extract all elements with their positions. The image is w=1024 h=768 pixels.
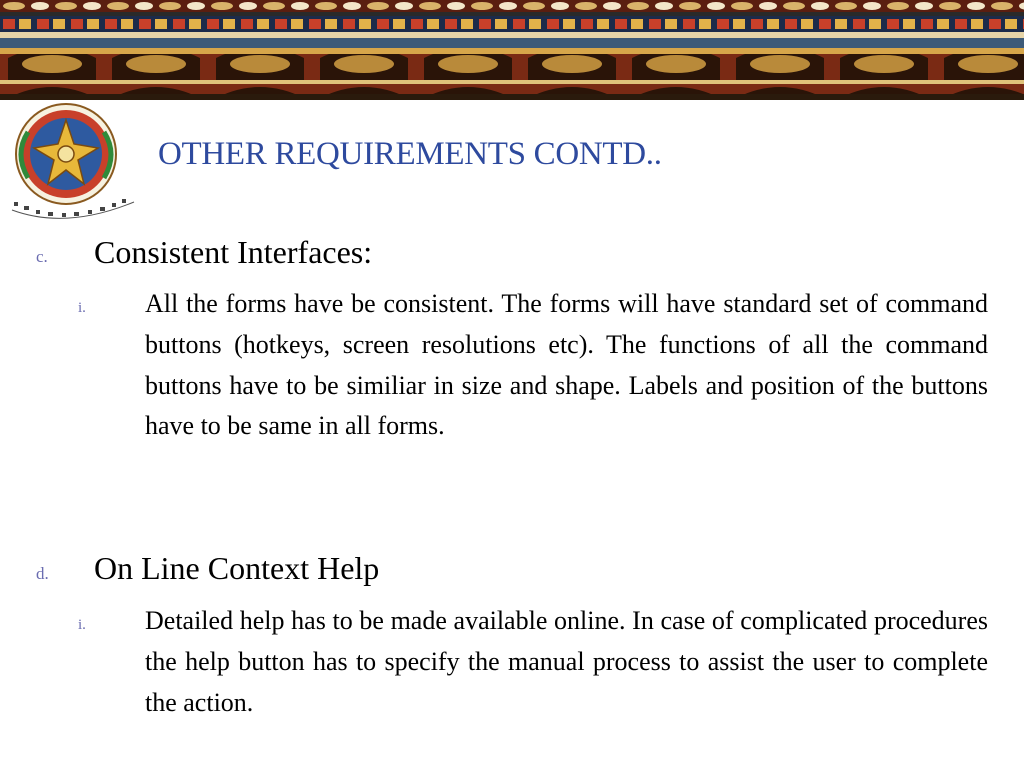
item-paragraph: All the forms have be consistent. The forms will have standard set of command buttons (hotkeys, screen resolutions etc). The functions of all the command buttons have to be similiar in size and shape. Labels and position of the buttons have to be same in all forms. (145, 289, 988, 441)
item-marker: i. (78, 300, 86, 316)
national-emblem-icon (4, 98, 140, 226)
item-paragraph: Detailed help has to be made available online. In case of complicated procedures the help button has to specify the manual process to assist the user to complete the action. (145, 606, 988, 717)
section-marker: c. (36, 247, 48, 266)
section-heading: Consistent Interfaces: (94, 234, 373, 270)
decorative-header-banner (0, 0, 1024, 100)
item-marker: i. (78, 617, 86, 633)
section-heading: On Line Context Help (94, 550, 380, 586)
section-marker: d. (36, 564, 49, 583)
slide-title: OTHER REQUIREMENTS CONTD.. (158, 136, 662, 172)
